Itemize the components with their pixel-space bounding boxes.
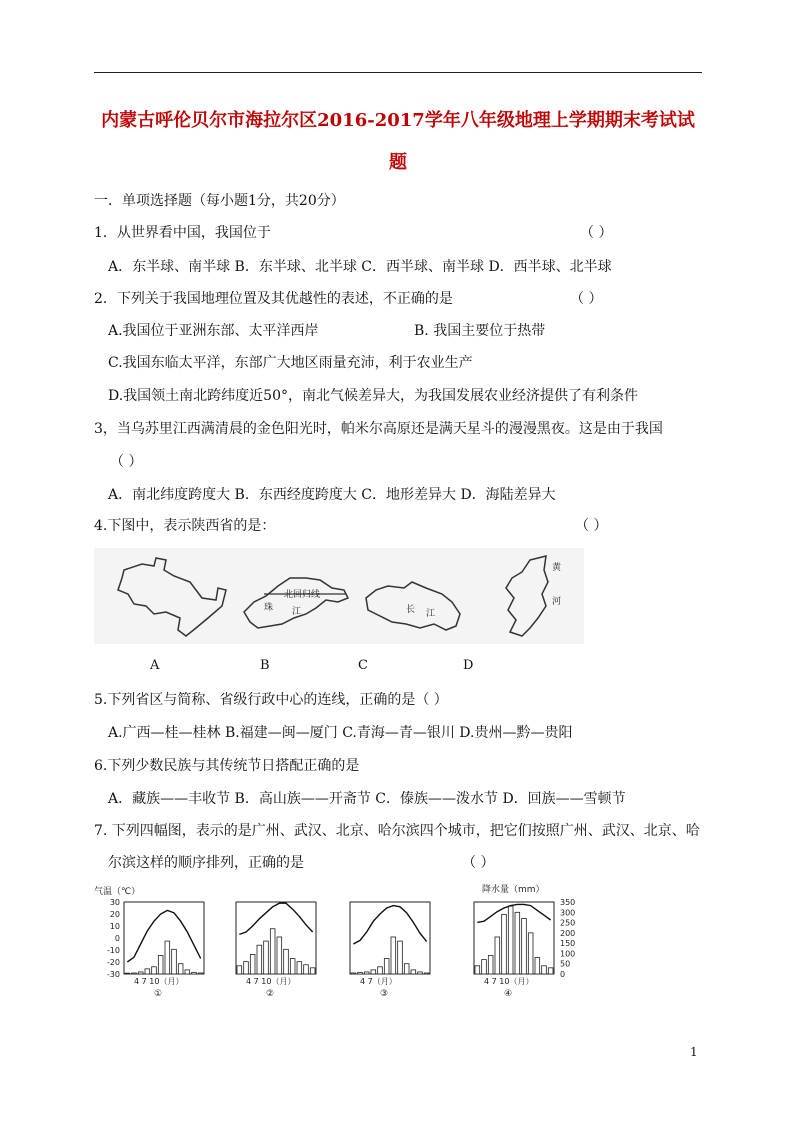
- precip-tick-label: 0: [560, 970, 566, 979]
- precip-bar: [277, 937, 282, 974]
- map-b-jiang-label: 江: [292, 607, 302, 617]
- precip-bar: [411, 970, 416, 974]
- precip-tick-label: 50: [560, 959, 571, 969]
- precip-bar: [145, 969, 150, 974]
- temp-axis-title: 气温（℃）: [94, 887, 141, 897]
- temp-tick-label: -10: [106, 946, 120, 955]
- temp-axis-ticks: [107, 898, 120, 979]
- temp-tick-label: 0: [114, 934, 120, 943]
- precip-bar: [304, 965, 309, 974]
- temp-tick-label: 20: [109, 910, 120, 919]
- map-c-chang-label: 长: [406, 605, 416, 615]
- precip-bar: [178, 964, 183, 974]
- precip-bar: [158, 955, 163, 974]
- header-rule: [94, 72, 702, 73]
- map-b-zhu-label: 珠: [264, 603, 274, 613]
- precip-bar: [495, 937, 500, 974]
- q2-option-c: C.我国东临太平洋，东部广大地区雨量充沛，利于农业生产: [108, 355, 473, 371]
- precip-bar: [250, 954, 255, 974]
- precip-bar: [237, 966, 242, 974]
- q2-option-b: B. 我国主要位于热带: [414, 323, 546, 339]
- temp-tick-label: -30: [106, 970, 120, 979]
- q1-answer-paren: （ ）: [580, 225, 613, 241]
- section-heading: 一．单项选择题（每小题1分，共20分）: [94, 193, 345, 209]
- q1-options: A．东半球、南半球 B．东半球、北半球 C．西半球、南半球 D．西半球、北半球: [108, 259, 612, 275]
- q1-stem: 1．从世界看中国，我国位于: [94, 225, 271, 241]
- map-label-b: B: [260, 658, 270, 673]
- q6-stem: 6.下列少数民族与其传统节日搭配正确的是: [94, 758, 360, 774]
- q7-answer-paren: （ ）: [462, 855, 495, 871]
- precip-bar: [418, 972, 423, 974]
- map-label-d: D: [463, 658, 474, 673]
- climate-panel-4: [474, 902, 554, 999]
- temp-line: [477, 904, 550, 922]
- precip-bar: [384, 959, 389, 974]
- map-label-a: A: [150, 658, 160, 673]
- doc-title-line1: 内蒙古呼伦贝尔市海拉尔区2016-2017学年八年级地理上学期期末考试试: [101, 110, 695, 131]
- q3-answer-paren: （ ）: [110, 454, 143, 470]
- month-axis-label: 4 7 10（月）: [246, 977, 296, 986]
- precip-bar: [535, 958, 540, 974]
- map-d-he-label: 河: [552, 597, 562, 607]
- precip-bar: [364, 972, 369, 974]
- precip-bar: [310, 968, 315, 974]
- climate-panel-3: [350, 902, 430, 999]
- climate-charts: [94, 884, 594, 1000]
- temp-line: [127, 910, 200, 962]
- precip-tick-label: 150: [560, 939, 576, 949]
- precip-bar: [522, 918, 527, 974]
- q7-stem-line2: 尔滨这样的顺序排列，正确的是: [108, 855, 304, 871]
- month-axis-label: 4 7（月）: [360, 977, 397, 986]
- precip-bar: [502, 914, 507, 974]
- precip-bar: [138, 972, 143, 974]
- precip-bar: [270, 929, 275, 974]
- map-label-c: C: [358, 658, 368, 673]
- precip-tick-label: 100: [560, 949, 576, 959]
- q4-stem: 4.下图中，表示陕西省的是：: [94, 518, 276, 534]
- q4-answer-paren: （ ）: [575, 518, 608, 534]
- precip-bar: [508, 906, 513, 974]
- climate-panel-2: [236, 902, 316, 999]
- precip-bar: [264, 941, 269, 974]
- precip-bar: [475, 966, 480, 974]
- q3-options: A．南北纬度跨度大 B．东西经度跨度大 C．地形差异大 D．海陆差异大: [108, 487, 556, 503]
- q2-option-a: A.我国位于亚洲东部、太平洋西岸: [108, 323, 319, 339]
- q2-option-d: D.我国领土南北跨纬度近50°，南北气候差异大，为我国发展农业经济提供了有利条件: [108, 388, 638, 404]
- precip-bar: [290, 959, 295, 974]
- precip-bar: [482, 960, 487, 974]
- page-number: 1: [690, 1045, 698, 1059]
- precip-tick-label: 250: [560, 918, 576, 928]
- precip-tick-label: 300: [560, 908, 576, 918]
- temp-tick-label: 10: [109, 922, 120, 931]
- precip-bar: [548, 968, 553, 974]
- panel-id-label: ②: [266, 989, 275, 999]
- precip-bar: [244, 962, 249, 974]
- precip-bar: [165, 941, 170, 974]
- q7-stem-line1: 7. 下列四幅图，表示的是广州、武汉、北京、哈尔滨四个城市，把它们按照广州、武汉、北京、哈: [94, 823, 700, 839]
- precip-axis-title: 降水量（mm）: [482, 885, 545, 895]
- q2-stem: 2．下列关于我国地理位置及其优越性的表述，不正确的是: [94, 291, 453, 307]
- panel-id-label: ③: [380, 989, 389, 999]
- precip-bar: [542, 966, 547, 974]
- precip-bar: [172, 949, 177, 974]
- precip-bar: [132, 973, 137, 974]
- q3-stem: 3，当乌苏里江西满清晨的金色阳光时，帕米尔高原还是满天星斗的漫漫黑夜。这是由于我国: [94, 421, 663, 437]
- temp-line: [353, 906, 426, 944]
- precip-axis-ticks: [560, 898, 575, 979]
- precip-bar: [488, 955, 493, 974]
- panel-id-label: ①: [154, 989, 163, 999]
- precip-bar: [358, 972, 363, 974]
- precip-bar: [528, 933, 533, 974]
- precip-bar: [515, 912, 520, 974]
- precip-bar: [378, 967, 383, 974]
- province-maps: [94, 548, 584, 644]
- precip-bar: [391, 937, 396, 974]
- temp-tick-label: -20: [106, 958, 120, 967]
- precip-bar: [125, 973, 130, 974]
- doc-title-line2: 题: [389, 152, 407, 173]
- month-axis-label: 4 7 10（月）: [134, 977, 184, 986]
- precip-bar: [185, 970, 190, 974]
- q5-stem: 5.下列省区与简称、省级行政中心的连线，正确的是（ ）: [94, 692, 448, 708]
- precip-bar: [152, 967, 157, 974]
- precip-bar: [284, 949, 289, 974]
- precip-bar: [351, 973, 356, 974]
- precip-bar: [297, 962, 302, 974]
- map-d-huang-label: 黄: [552, 563, 562, 573]
- climate-panel-1: [124, 902, 204, 999]
- panel-id-label: ④: [504, 989, 513, 999]
- precip-bar: [404, 964, 409, 974]
- temp-tick-label: 30: [109, 898, 120, 907]
- precip-tick-label: 200: [560, 928, 576, 938]
- q5-options: A.广西—桂—桂林 B.福建—闽—厦门 C.青海—青—银川 D.贵州—黔—贵阳: [108, 725, 573, 741]
- temp-line: [239, 903, 312, 934]
- q2-answer-paren: （ ）: [570, 291, 603, 307]
- precip-bar: [424, 973, 429, 974]
- precip-bar: [398, 941, 403, 974]
- month-axis-label: 4 7 10（月）: [484, 977, 534, 986]
- q6-options: A．藏族——丰收节 B．高山族——开斋节 C．傣族——泼水节 D．回族——雪顿节: [108, 791, 626, 807]
- precip-bar: [371, 970, 376, 974]
- precip-bar: [192, 972, 197, 974]
- map-c-jiang-label: 江: [426, 609, 436, 619]
- precip-tick-label: 350: [560, 898, 576, 907]
- map-b-tropic-label: 北回归线: [284, 590, 321, 600]
- precip-bar: [257, 945, 262, 974]
- precip-bar: [198, 973, 203, 974]
